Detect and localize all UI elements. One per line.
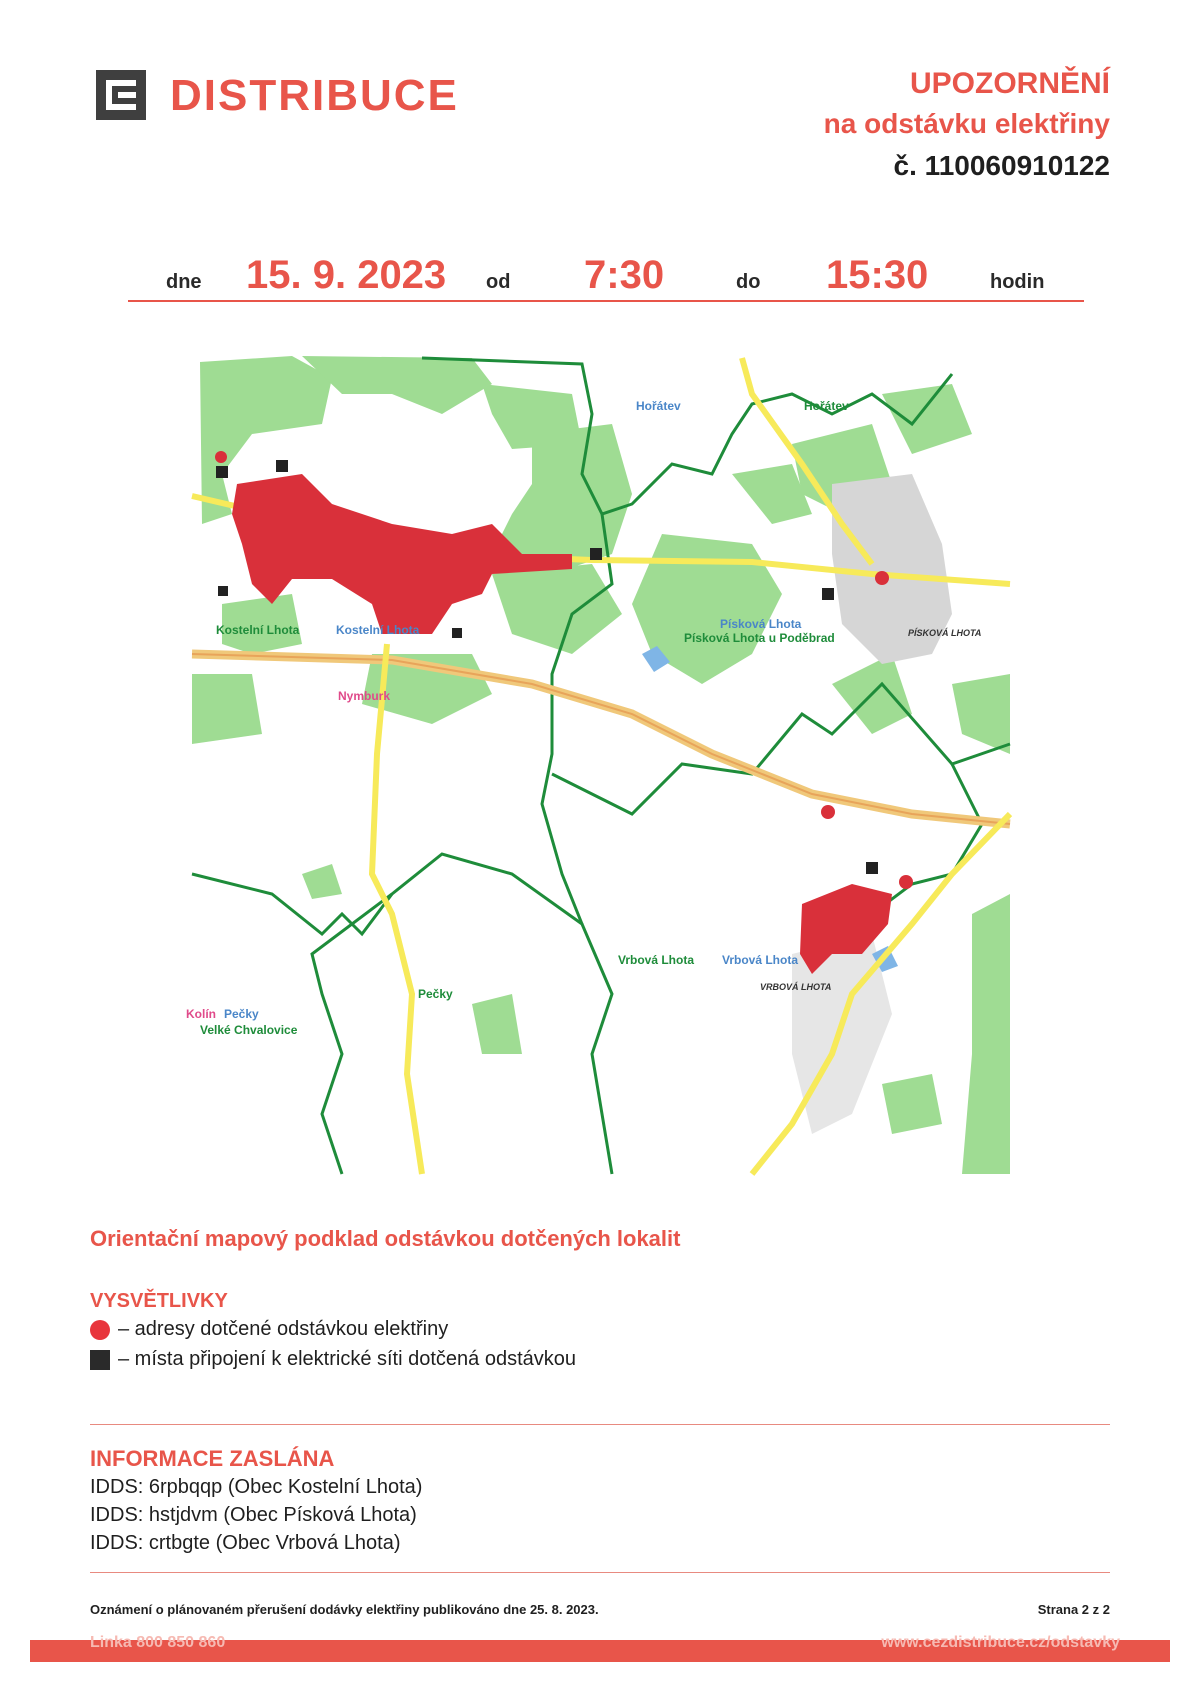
dne-label: dne (166, 271, 202, 293)
map-label-vrbova-1: Vrbová Lhota (618, 953, 695, 967)
map-label-kostelni-2: Kostelní Lhota (336, 623, 420, 637)
outage-dateline (128, 246, 1084, 302)
map-label-kolin: Kolín (186, 1007, 216, 1021)
map-label-piskova-1: Písková Lhota (720, 617, 802, 631)
map-label-piskova-2: Písková Lhota u Poděbrad (684, 631, 835, 645)
hodin-label: hodin (990, 271, 1045, 293)
notice-title: UPOZORNĚNÍ (909, 67, 1110, 100)
page-number: Strana 2 z 2 (1037, 1602, 1110, 1617)
info-row: IDDS: crtbgte (Obec Vrbová Lhota) (90, 1532, 401, 1554)
black-square-icon (90, 1350, 110, 1370)
notice-header (824, 64, 1110, 188)
legend-item-connection (90, 1348, 576, 1371)
map-label-velke-chvalovice: Velké Chvalovice (200, 1023, 298, 1037)
info-title: INFORMACE ZASLÁNA (90, 1446, 335, 1471)
od-label: od (486, 271, 511, 293)
legend-text-address: – adresy dotčené odstávkou elektřiny (118, 1318, 449, 1340)
map-label-kostelni-1: Kostelní Lhota (216, 623, 300, 637)
divider (90, 1572, 1110, 1573)
footer-note: Oznámení o plánovaném přerušení dodávky elektřiny publikováno dne 25. 8. 2023. (90, 1602, 599, 1617)
cez-logo-icon (96, 70, 146, 120)
map-label-horatev-1: Hořátev (636, 399, 681, 413)
footer-bar (30, 1634, 1170, 1662)
info-row: IDDS: 6rpbqqp (Obec Kostelní Lhota) (90, 1476, 423, 1498)
footer-web[interactable]: www.cezdistribuce.cz/odstavky (881, 1634, 1120, 1651)
notice-subtitle: na odstávku elektřiny (823, 108, 1110, 139)
map-label-nymburk: Nymburk (338, 689, 391, 703)
do-label: do (736, 271, 761, 293)
map-label-pecky-1: Pečky (418, 987, 453, 1001)
map-label-horatev-2: Hořátev (804, 399, 849, 413)
outage-from: 7:30 (584, 253, 665, 297)
map-caption: Orientační mapový podklad odstávkou dotčených lokalit (90, 1226, 681, 1251)
notice-number: č. 110060910122 (893, 150, 1110, 181)
legend-title: VYSVĚTLIVKY (90, 1290, 228, 1312)
outage-to: 15:30 (826, 253, 929, 297)
divider (90, 1424, 1110, 1425)
map-label-vrbova-town: VRBOVÁ LHOTA (760, 982, 832, 992)
red-dot-icon (90, 1320, 110, 1340)
map-label-piskova-town: PÍSKOVÁ LHOTA (908, 628, 982, 638)
footer-hotline: Linka 800 850 860 (90, 1634, 226, 1651)
info-row: IDDS: hstjdvm (Obec Písková Lhota) (90, 1504, 417, 1526)
map-label-pecky-2: Pečky (224, 1007, 259, 1021)
outage-date: 15. 9. 2023 (246, 253, 447, 297)
legend-item-address (90, 1318, 448, 1341)
map-label-vrbova-2: Vrbová Lhota (722, 953, 799, 967)
legend-text-connection: – místa připojení k elektrické síti dotčená odstávkou (118, 1348, 577, 1370)
logo-text: DISTRIBUCE (170, 71, 459, 120)
outage-map (186, 354, 1010, 1174)
